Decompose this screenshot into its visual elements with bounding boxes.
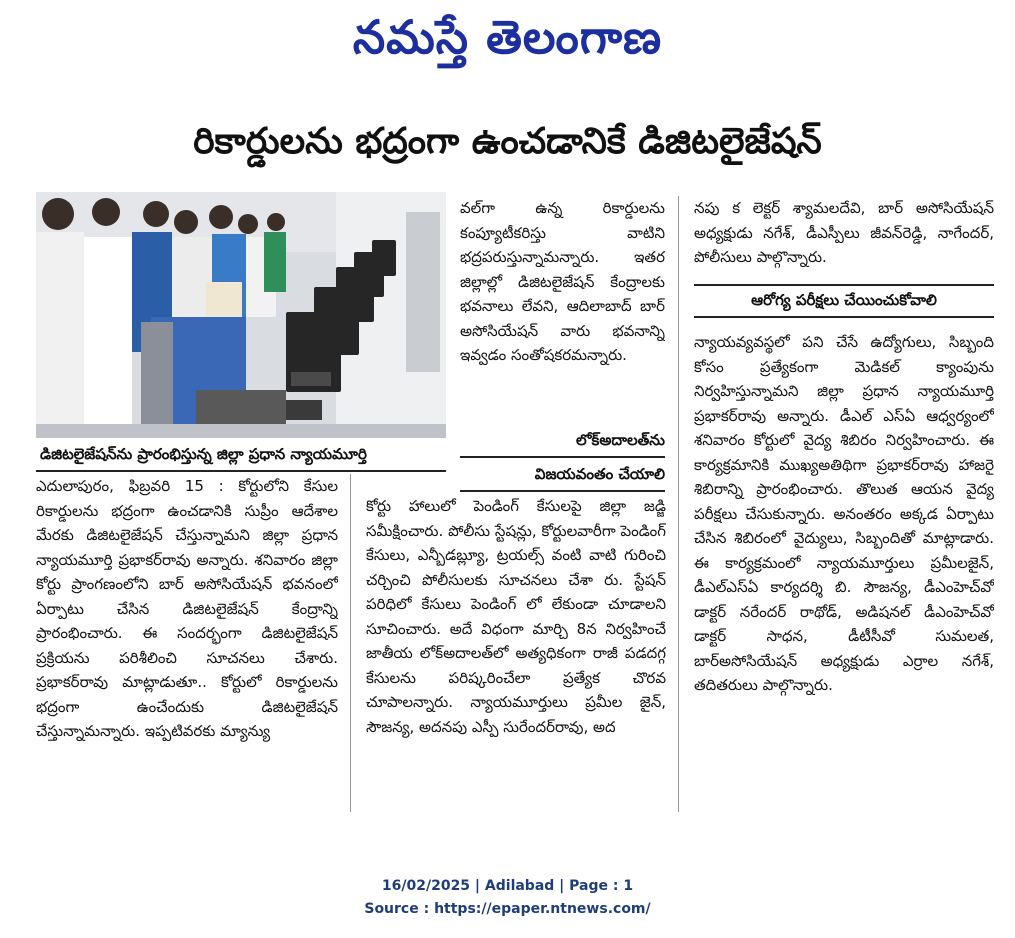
subheading-divider [460,490,665,492]
photo-caption: డిజిటలైజేషన్‌ను ప్రారంభిస్తున్న జిల్లా ప్రధాన న్యాయమూర్తి [40,445,367,463]
article-column-2-bottom [366,494,666,812]
subheading-health-checkup: ఆరోగ్య పరీక్షలు చేయించుకోవాలి [751,291,937,309]
article-column-2-top [460,196,665,418]
column-3-bottom-text: న్యాయవ్యవస్థలో పని చేసే ఉద్యోగులు, సిబ్బంది కోసం ప్రత్యేకంగా మెడికల్ క్యాంపును నిర్వహిస్తున్నామని జిల్లా ప్రధాన న్యాయమూర్తి ప్రభాకర్‌రావు అన్నారు. డీఎల్ ఎస్ఏ ఆధ్వర్యంలో శనివారం కోర్టులో వైద్య శిబిరం నిర్వహించారు. ఈ కార్యక్రమానికి ముఖ్యఅతిథిగా ప్రభాకర్‌రావు హాజరై శిబిరాన్ని ప్రారంభించారు. తొలుత ఆయన వైద్య పరీక్షలు చేసుకున్నారు. అనంతరం అక్కడ ఏర్పాటు చేసిన శిబిరంలో వైద్యులు, సిబ్బందితో మాట్లాడారు. ఈ కార్యక్రమంలో న్యాయమూర్తులు ప్రమీలజైన్, డీఎల్ఎస్ఏ కార్యదర్శి బి. సౌజన్య, డీఎంహెచ్‌వో డాక్టర్ నరేందర్ రాథోడ్, అడిషనల్ డీఎంహెచ్‌వో డాక్టర్ సాధన, డీటీసీవో సుమలత, బార్‌అసోసియేషన్ అధ్యక్షుడు ఎర్రాల నగేశ్, తదితరులు పాల్గొన్నారు. [694,333,994,694]
footer-source: Source : https://epaper.ntnews.com/ [364,901,651,917]
footer-date-edition: 16/02/2025 | Adilabad | Page : 1 [381,878,634,894]
column-2-bottom-text: కోర్టు హాలులో పెండింగ్ కేసులపై జిల్లా జడ్జి సమీక్షించారు. పోలీసు స్టేషన్లు, కోర్టులవారీగా పెండింగ్ కేసులు, ఎన్బీడబ్ల్యూ, ట్రయల్స్ వంటి వాటి గురించి చర్చించి పోలీసులకు సూచనలు చేశా రు. స్టేషన్ పరిధిలో కేసులు పెండింగ్ లో లేకుండా చూడాలని సూచించారు. అదే విధంగా మార్చి 8న నిర్వహించే జాతీయ లోక్అదాలత్‌లో అత్యధికంగా రాజీ పడదగ్గ కేసులను పరిష్కరించేలా ప్రత్యేక చొరవ చూపాలన్నారు. న్యాయమూర్తులు ప్రమీల జైన్, సౌజన్య, అదనపు ఎస్పీ సురేందర్‌రావు, అద [366,497,666,736]
column-divider [350,474,351,812]
article-column-3-top [694,196,994,272]
column-1-text: ఎదులాపురం, ఫిబ్రవరి 15 : కోర్టులోని కేసుల రికార్డులను భద్రంగా ఉంచడానికి సుప్రీం ఆదేశాల మేరకు డిజిటలైజేషన్ చేస్తున్నామని జిల్లా ప్రధాన న్యాయమూర్తి ప్రభాకర్‌రావు అన్నారు. శనివారం జిల్లా కోర్టు ప్రాంగణంలోని బార్ అసోసియేషన్ భవనంలో ఏర్పాటు చేసిన డిజిటలైజేషన్ కేంద్రాన్ని ప్రారంభించారు. ఈ సందర్భంగా డిజిటలైజేషన్ ప్రక్రియను పరిశీలించి సూచనలు చేశారు. ప్రభాకర్‌రావు మాట్లాడుతూ.. కోర్టులో రికార్డులను భద్రంగా ఉంచేందుకు డిజిటలైజేషన్ చేస్తున్నామన్నారు. ఇప్పటివరకు మ్యాన్యు [36,477,338,740]
article-headline: రికార్డులను భద్రంగా ఉంచడానికే డిజిటలైజేషన్ [193,121,822,162]
subheading-divider [694,316,994,318]
column-3-top-text: నపు క లెక్టర్ శ్యామలదేవి, బార్ అసోసియేషన్ అధ్యక్షుడు నగేశ్, డీఎస్పీలు జీవన్‌రెడ్డి, నాగేందర్, పోలీసులు పాల్గొన్నారు. [694,199,994,266]
newspaper-masthead: నమస్తే తెలంగాణ [352,10,663,64]
subheading-divider [460,456,665,458]
column-divider [678,196,679,812]
photo-illustration [36,192,446,438]
article-column-1 [36,474,338,812]
column-2-top-text: వల్‌గా ఉన్న రికార్డులను కంప్యూటీకరిస్తు వాటిని భద్రపరుస్తున్నామన్నారు. ఇతర జిల్లాల్లో డిజిటలైజేషన్ కేంద్రాలకు భవనాలు లేవని, ఆదిలాబాద్ బార్ అసోసియేషన్ వారు భవనాన్ని ఇవ్వడం సంతోషకరమన్నారు. [460,199,665,364]
caption-divider [36,470,446,472]
subheading-lok-adalat-line-2: విజయవంతం చేయాలి [534,465,665,483]
subheading-lok-adalat-line-1: లోక్‌అదాలత్‌ను [576,431,665,449]
article-photo [36,192,446,438]
article-column-3-bottom [694,330,994,812]
